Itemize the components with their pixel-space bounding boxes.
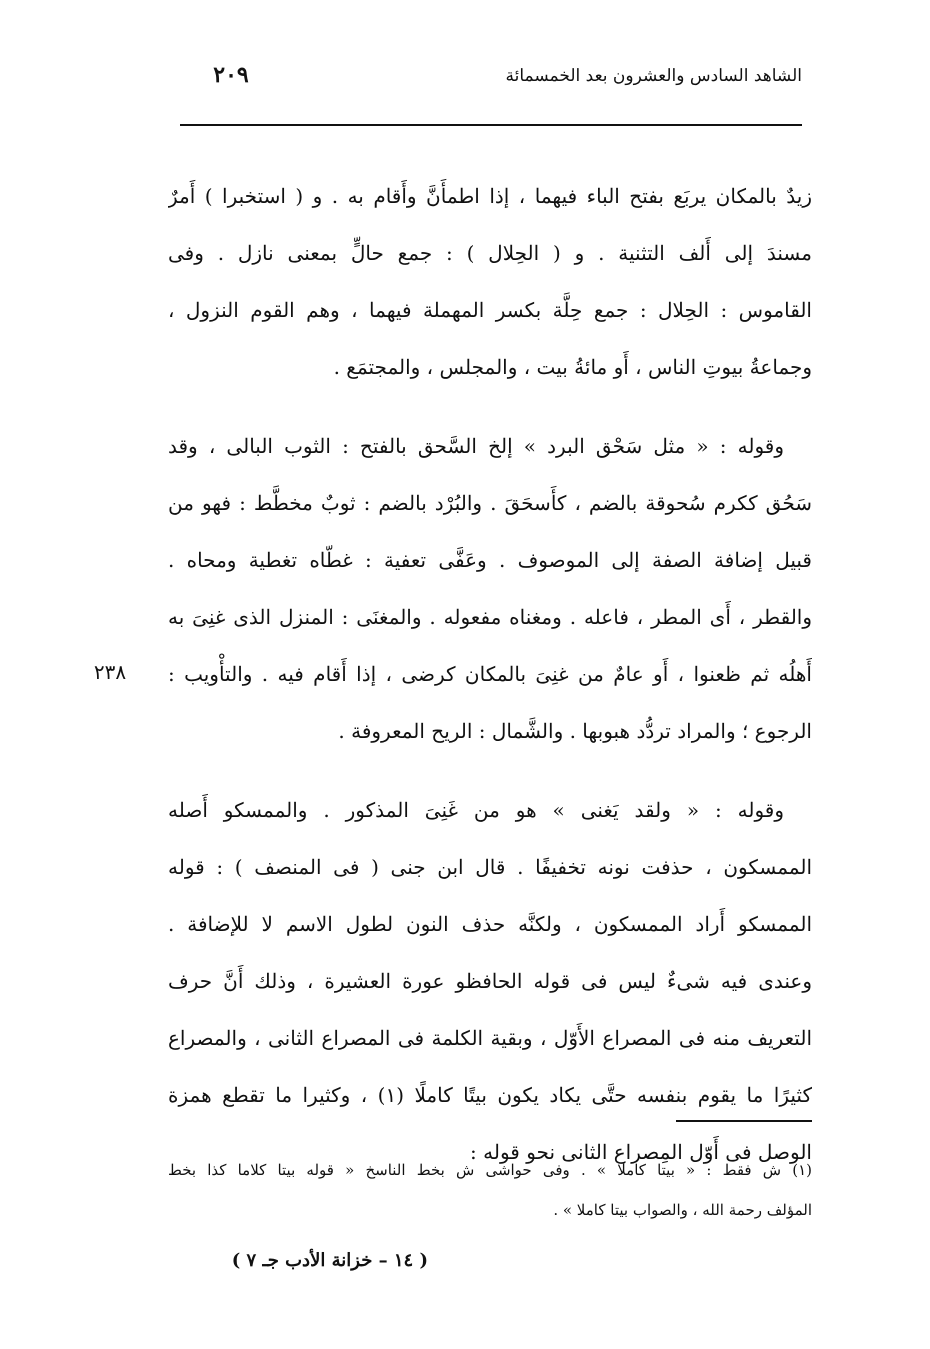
- paragraph-1: [168, 168, 812, 396]
- text-line: وقوله : « مثل سَحْق البرد » إلخ السَّحق بالفتح : الثوب البالى ، وقد: [168, 434, 784, 458]
- running-title: الشاهد السادس والعشرون بعد الخمسمائة: [505, 66, 802, 86]
- text-line: الممسكون ، حذفت نونه تخفيفًا . قال ابن جنى ( فى المنصف ) : قوله: [168, 855, 812, 879]
- text-line: وعندى فيه شىءٌ ليس فى قوله الحافظو عورة العشيرة ، وذلك أَنَّ حرف: [168, 969, 812, 993]
- text-line: الوصل فى أَوّل المِصراع الثانى نحو قوله :: [470, 1140, 812, 1164]
- paragraph-gap: [168, 760, 812, 782]
- paragraph-gap: [168, 396, 812, 418]
- margin-page-reference: ٢٣٨: [93, 660, 127, 684]
- page-number: ٢٠٩: [213, 62, 249, 88]
- text-line: الممسكو أَراد الممسكون ، ولكنَّه حذف النون لطول الاسم لا للإضافة .: [168, 912, 812, 936]
- body-text: [168, 168, 812, 1181]
- header-rule: [180, 124, 802, 126]
- footnote-line: (١) ش فقط : « بيتا كاملا » . وفى حواشى ش بخط الناسخ « قوله بيتا كلاما كذا بخط: [168, 1161, 812, 1179]
- text-line: القاموس : الحِلال : جمع حِلَّة بكسر المهملة فيهما ، وهم القوم النزول ،: [168, 298, 812, 322]
- text-line: الرجوع ؛ والمراد تردُّد هبوبها . والشَّمال : الريح المعروفة .: [338, 719, 812, 743]
- text-line: التعريف منه فى المصراع الأَوّل ، وبقية الكلمة فى المصراع الثانى ، والمصراع: [168, 1026, 812, 1050]
- paragraph-2: [168, 418, 812, 760]
- text-line: مسندَ إلى أَلف التثنية . و ( الحِلال ) : جمع حالٍّ بمعنى نازل . وفى: [168, 241, 812, 265]
- footnote-line: المؤلف رحمة الله ، والصواب بيتا كاملا » .: [553, 1201, 812, 1219]
- footnotes: [168, 1150, 812, 1230]
- text-line: قبيل إضافة الصفة إلى الموصوف . وعَفَّى تعفية : غطّاه تغطية ومحاه .: [168, 548, 812, 572]
- text-line: سَحُق ككرم سُحوقة بالضم ، كأَسحَقَ . والبُرْد بالضم : ثوبٌ مخطَّط : فهو من: [168, 491, 812, 515]
- signature-mark: ( ١٤ – خزانة الأدب جـ ٧ ): [231, 1250, 428, 1271]
- text-line: زيدٌ بالمكان يربَع بفتح الباء فيهما ، إذا اطمأَنَّ وأَقام به . و ( استخبرا ) أَمرٌ: [168, 184, 812, 208]
- footnote-rule: [676, 1120, 812, 1122]
- text-line: وجماعةُ بيوتِ الناس ، أَو مائةُ بيت ، والمجلس ، والمجتمَع .: [333, 355, 812, 379]
- text-line: كثيرًا ما يقوم بنفسه حتَّى يكاد يكون بيتًا كاملًا (١) ، وكثيرا ما تقطع همزة: [168, 1083, 812, 1107]
- text-line: أَهلُه ثم ظعنوا ، أَو عامٌ من غنِىَ بالمكان كرضى ، إذا أَقام فيه . والتأْويب :: [168, 662, 812, 686]
- text-line: وقوله : « ولقد يَغنى » هو من غَنِىَ المذكور . والممسكو أَصله: [168, 798, 784, 822]
- text-line: والقطر ، أَى المطر ، فاعله . ومغناه مفعوله . والمغنَى : المنزل الذى غنِىَ به: [168, 605, 812, 629]
